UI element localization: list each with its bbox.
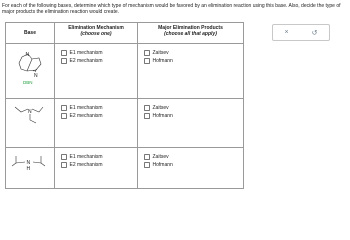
option-label: Zaitsev: [152, 154, 169, 160]
header-products: Major Elimination Products (choose all that apply): [138, 23, 244, 44]
dbn-structure: [6, 44, 54, 96]
instructions-text: For each of the following bases, determine which type of mechanism would be favored by an elimination reaction using this base. Also, decide the type of major products the elimination reaction would create.: [2, 3, 341, 16]
atom-n: N: [34, 73, 38, 79]
base-structure-diisopropylamine: [6, 148, 55, 189]
option-label: E1 mechanism: [69, 154, 103, 160]
base-mechanism-table: [5, 22, 244, 189]
checkbox-box[interactable]: [144, 154, 150, 160]
option-label: Zaitsev: [152, 50, 169, 56]
answer-tools-panel: [272, 24, 330, 41]
table-row: [6, 148, 244, 189]
checkbox-box[interactable]: [144, 105, 150, 111]
checkbox-hofmann[interactable]: [144, 161, 243, 169]
option-label: E2 mechanism: [69, 162, 103, 168]
table-row: [6, 99, 244, 148]
radio-box[interactable]: [61, 154, 67, 160]
checkbox-hofmann[interactable]: [144, 57, 243, 65]
radio-e2[interactable]: [61, 161, 137, 169]
radio-box[interactable]: [61, 162, 67, 168]
radio-e1[interactable]: [61, 104, 137, 112]
option-label: E1 mechanism: [69, 105, 103, 111]
product-options: [138, 99, 244, 148]
radio-e2[interactable]: [61, 57, 137, 65]
mechanism-options: [55, 99, 138, 148]
radio-e2[interactable]: [61, 112, 137, 120]
option-label: E2 mechanism: [69, 58, 103, 64]
option-label: E2 mechanism: [69, 113, 103, 119]
checkbox-box[interactable]: [144, 162, 150, 168]
mechanism-options: [55, 148, 138, 189]
product-options: [138, 148, 244, 189]
option-label: Hofmann: [152, 113, 173, 119]
mechanism-options: [55, 44, 138, 99]
triethylamine-structure: [6, 99, 54, 145]
undo-icon[interactable]: ↺: [311, 29, 318, 37]
atom-n: N: [28, 109, 32, 115]
base-structure-dbn: [6, 44, 55, 99]
base-structure-triethylamine: [6, 99, 55, 148]
atom-h: H: [26, 166, 31, 172]
checkbox-box[interactable]: [144, 50, 150, 56]
table-header-row: [6, 23, 244, 44]
radio-box[interactable]: [61, 105, 67, 111]
option-label: Hofmann: [152, 162, 173, 168]
checkbox-box[interactable]: [144, 113, 150, 119]
radio-box[interactable]: [61, 113, 67, 119]
radio-e1[interactable]: [61, 49, 137, 57]
product-options: [138, 44, 244, 99]
radio-box[interactable]: [61, 58, 67, 64]
clear-icon[interactable]: ×: [284, 29, 289, 36]
radio-box[interactable]: [61, 50, 67, 56]
atom-n: N: [26, 160, 31, 166]
atom-n: N: [25, 52, 30, 58]
header-base: Base: [6, 23, 55, 44]
table-row: [6, 44, 244, 99]
option-label: Hofmann: [152, 58, 173, 64]
radio-e1[interactable]: [61, 153, 137, 161]
checkbox-hofmann[interactable]: [144, 112, 243, 120]
checkbox-box[interactable]: [144, 58, 150, 64]
option-label: Zaitsev: [152, 105, 169, 111]
checkbox-zaitsev[interactable]: [144, 153, 243, 161]
diisopropylamine-structure: [6, 148, 54, 186]
checkbox-zaitsev[interactable]: [144, 49, 243, 57]
option-label: E1 mechanism: [69, 50, 103, 56]
checkbox-zaitsev[interactable]: [144, 104, 243, 112]
base-label-dbn: DBN: [23, 80, 33, 85]
header-mechanism: Elimination Mechanism (choose one): [55, 23, 138, 44]
